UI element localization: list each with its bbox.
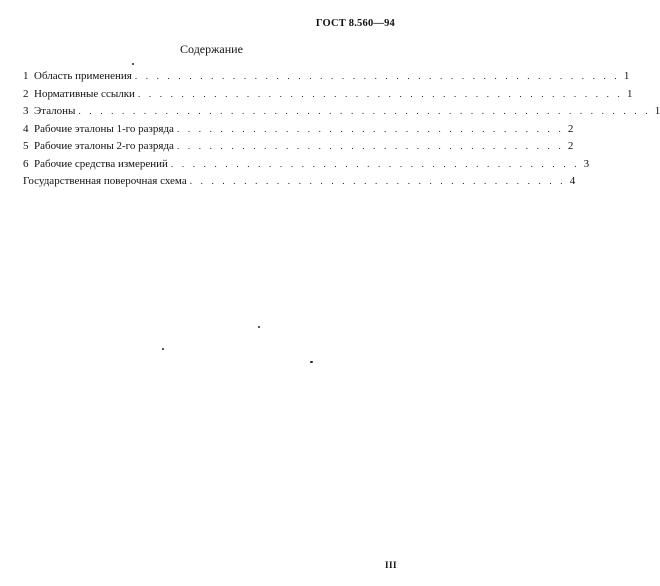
toc-entry-number: 6 — [23, 157, 29, 170]
toc-entry-page: 2 — [567, 140, 574, 152]
toc-entry-label: Нормативные ссылки — [34, 87, 135, 100]
toc-leader-dots: . . . . . . . . . . . . . . . . . . . . . . . . . . . . . . . . . . . . — [176, 141, 564, 151]
toc-entry-page: 3 — [583, 157, 590, 170]
toc-entry[interactable] — [23, 173, 576, 191]
toc-entry-page: 1 — [654, 105, 660, 117]
toc-leader-dots: . . . . . . . . . . . . . . . . . . . . . . . . . . . . . . . . . . . . . . . . . . . . . . . . . . . . . — [78, 106, 651, 116]
toc-entry-number: 4 — [23, 122, 29, 135]
toc-entry-number: 2 — [23, 87, 29, 100]
toc-entry[interactable] — [23, 68, 630, 86]
toc-entry-page: 2 — [567, 122, 574, 135]
toc-entry-page: 1 — [623, 70, 630, 82]
document-code: ГОСТ 8.560—94 — [315, 18, 395, 29]
table-of-contents — [23, 68, 660, 191]
scan-speck — [132, 63, 134, 65]
toc-entry-number: 1 — [23, 70, 29, 82]
page-number: III — [384, 560, 397, 570]
toc-entry[interactable] — [23, 103, 660, 121]
toc-entry[interactable] — [23, 121, 574, 139]
toc-leader-dots: . . . . . . . . . . . . . . . . . . . . . . . . . . . . . . . . . . . . . . — [170, 158, 580, 169]
toc-entry-label: Рабочие эталоны 1-го разряда — [34, 122, 174, 135]
toc-entry[interactable] — [23, 156, 590, 174]
toc-entry-number: 3 — [23, 105, 29, 117]
toc-entry[interactable] — [23, 86, 633, 104]
toc-entry-label: Государственная поверочная схема — [23, 175, 187, 187]
toc-entry[interactable] — [23, 138, 574, 156]
toc-entry-page: 4 — [569, 175, 576, 187]
scan-speck — [162, 348, 164, 350]
toc-leader-dots: . . . . . . . . . . . . . . . . . . . . . . . . . . . . . . . . . . . . . . . . . . . . . — [134, 71, 620, 81]
toc-title: Содержание — [180, 42, 243, 56]
toc-leader-dots: . . . . . . . . . . . . . . . . . . . . . . . . . . . . . . . . . . . . — [176, 123, 564, 134]
toc-entry-number: 5 — [23, 140, 29, 152]
toc-entry-label: Область применения — [34, 70, 132, 82]
toc-entry-label: Рабочие средства измерений — [34, 157, 168, 170]
scan-speck — [310, 361, 313, 363]
toc-leader-dots: . . . . . . . . . . . . . . . . . . . . . . . . . . . . . . . . . . . — [189, 176, 566, 186]
toc-entry-label: Рабочие эталоны 2-го разряда — [34, 140, 174, 152]
toc-entry-page: 1 — [627, 87, 633, 100]
toc-leader-dots: . . . . . . . . . . . . . . . . . . . . . . . . . . . . . . . . . . . . . . . . . . . . . — [137, 88, 623, 99]
toc-entry-label: Эталоны — [34, 105, 76, 117]
scan-speck — [258, 326, 260, 328]
